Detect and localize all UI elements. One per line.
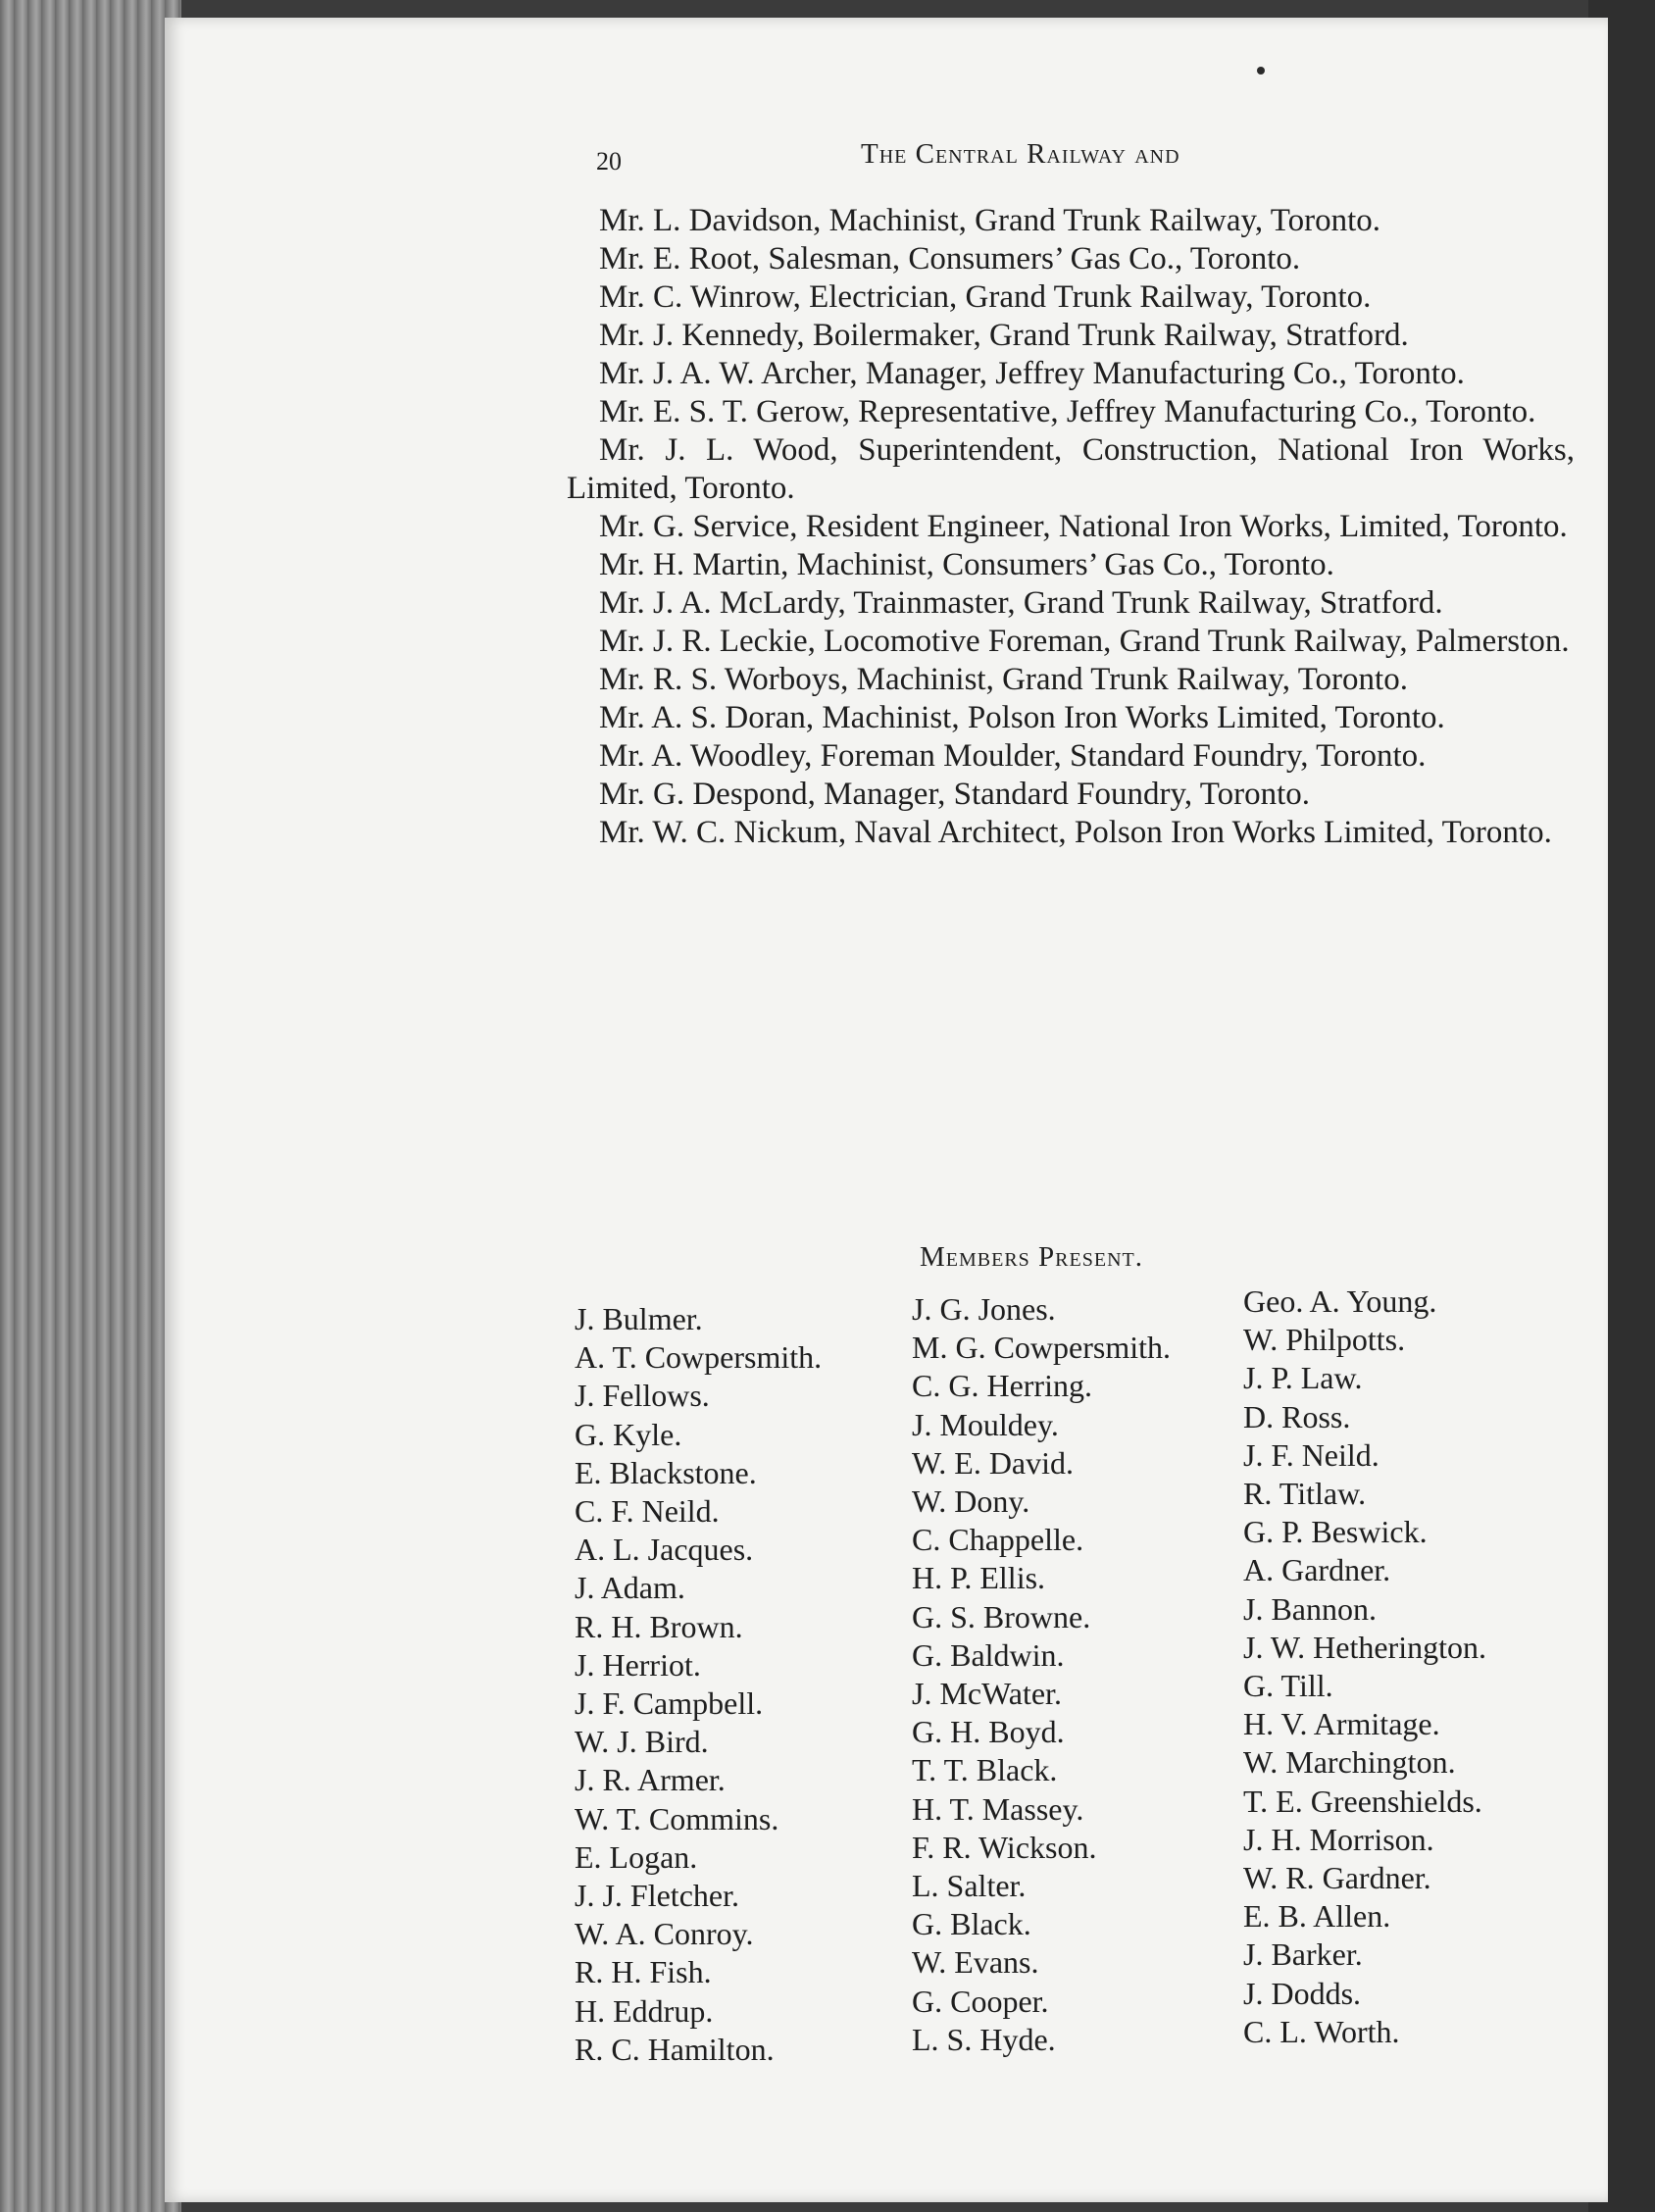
- running-head-title: The Central Railway and: [861, 138, 1180, 170]
- member-name: W. Evans.: [912, 1944, 1039, 1981]
- member-name: G. Black.: [912, 1906, 1031, 1942]
- member-name: G. P. Beswick.: [1243, 1514, 1428, 1550]
- paragraph: Mr. H. Martin, Machinist, Consumers’ Gas Co., Toronto.: [599, 547, 1334, 582]
- paragraph: Mr. J. R. Leckie, Locomotive Foreman, Grand Trunk Railway, Palmerston.: [599, 624, 1570, 659]
- member-name: J. Adam.: [575, 1570, 685, 1606]
- member-name: W. T. Commins.: [575, 1800, 779, 1836]
- member-name: W. Dony.: [912, 1483, 1030, 1520]
- member-name: C. F. Neild.: [575, 1493, 720, 1530]
- paragraph: Mr. J. L. Wood, Superintendent, Construction, National Iron Works, Limited, Toronto.: [567, 432, 1575, 506]
- paragraph: Mr. W. C. Nickum, Naval Architect, Polson Iron Works Limited, Toronto.: [599, 815, 1552, 850]
- member-name: C. L. Worth.: [1243, 2013, 1400, 2049]
- member-name: W. R. Gardner.: [1243, 1860, 1431, 1896]
- member-name: G. Cooper.: [912, 1983, 1049, 2019]
- member-name: W. Marchington.: [1243, 1744, 1456, 1781]
- member-name: J. Bulmer.: [575, 1301, 703, 1336]
- member-name: E. Logan.: [575, 1838, 698, 1875]
- paragraph: Mr. J. A. McLardy, Trainmaster, Grand Trunk Railway, Stratford.: [599, 585, 1443, 621]
- book-page-edges: [0, 0, 181, 2212]
- member-name: C. G. Herring.: [912, 1368, 1092, 1404]
- member-name: J. Herriot.: [575, 1646, 701, 1683]
- member-name: J. G. Jones.: [912, 1291, 1056, 1327]
- ink-speck: [1257, 67, 1265, 75]
- paragraph: Mr. J. A. W. Archer, Manager, Jeffrey Manufacturing Co., Toronto.: [599, 356, 1465, 391]
- member-name: G. S. Browne.: [912, 1598, 1091, 1634]
- member-name: G. Kyle.: [575, 1416, 682, 1452]
- member-name: R. C. Hamilton.: [575, 2031, 775, 2067]
- member-name: G. Till.: [1243, 1668, 1333, 1704]
- member-name: J. Fellows.: [575, 1378, 710, 1414]
- member-name: G. Baldwin.: [912, 1636, 1065, 1673]
- member-name: H. P. Ellis.: [912, 1560, 1046, 1596]
- member-name: W. A. Conroy.: [575, 1916, 754, 1952]
- running-head: [165, 133, 1608, 176]
- paragraph: Mr. E. Root, Salesman, Consumers’ Gas Co., Toronto.: [599, 241, 1301, 276]
- attendee-paragraphs: [567, 202, 1575, 852]
- member-name: A. L. Jacques.: [575, 1532, 754, 1568]
- members-column-2: [912, 1290, 1171, 2059]
- member-name: J. Bannon.: [1243, 1590, 1377, 1627]
- paragraph: Mr. L. Davidson, Machinist, Grand Trunk Railway, Toronto.: [599, 203, 1380, 238]
- members-present-heading: Members Present.: [920, 1241, 1143, 1273]
- paragraph: Mr. E. S. T. Gerow, Representative, Jeffrey Manufacturing Co., Toronto.: [599, 394, 1536, 429]
- member-name: L. S. Hyde.: [912, 2021, 1056, 2057]
- member-name: J. F. Neild.: [1243, 1436, 1379, 1473]
- member-name: J. H. Morrison.: [1243, 1821, 1434, 1857]
- paragraph: Mr. R. S. Worboys, Machinist, Grand Trunk Railway, Toronto.: [599, 662, 1408, 697]
- member-name: M. G. Cowpersmith.: [912, 1330, 1171, 1366]
- member-name: J. F. Campbell.: [575, 1685, 764, 1722]
- member-name: J. W. Hetherington.: [1243, 1629, 1486, 1665]
- member-name: C. Chappelle.: [912, 1522, 1084, 1558]
- page-number: 20: [596, 147, 622, 176]
- member-name: E. Blackstone.: [575, 1454, 757, 1490]
- member-name: H. V. Armitage.: [1243, 1706, 1440, 1742]
- paragraph: Mr. C. Winrow, Electrician, Grand Trunk Railway, Toronto.: [599, 279, 1372, 315]
- paragraph: Mr. G. Despond, Manager, Standard Foundry, Toronto.: [599, 777, 1311, 812]
- member-name: A. T. Cowpersmith.: [575, 1339, 823, 1376]
- member-name: J. J. Fletcher.: [575, 1878, 739, 1914]
- paragraph: Mr. G. Service, Resident Engineer, National Iron Works, Limited, Toronto.: [599, 509, 1568, 544]
- member-name: F. R. Wickson.: [912, 1829, 1097, 1865]
- members-column-3: [1243, 1282, 1486, 2051]
- members-column-1: [575, 1300, 822, 2069]
- member-name: H. Eddrup.: [575, 1992, 714, 2029]
- member-name: E. B. Allen.: [1243, 1898, 1391, 1935]
- member-name: D. Ross.: [1243, 1398, 1351, 1434]
- paragraph: Mr. J. Kennedy, Boilermaker, Grand Trunk Railway, Stratford.: [599, 318, 1409, 353]
- book-page: [165, 18, 1608, 2202]
- member-name: W. E. David.: [912, 1444, 1075, 1481]
- member-name: J. R. Armer.: [575, 1762, 726, 1798]
- member-name: T. T. Black.: [912, 1752, 1058, 1788]
- member-name: R. H. Brown.: [575, 1608, 743, 1644]
- member-name: J. Barker.: [1243, 1936, 1363, 1973]
- member-name: W. Philpotts.: [1243, 1322, 1406, 1358]
- member-name: Geo. A. Young.: [1243, 1283, 1437, 1319]
- paragraph: Mr. A. S. Doran, Machinist, Polson Iron Works Limited, Toronto.: [599, 700, 1445, 735]
- paragraph: Mr. A. Woodley, Foreman Moulder, Standard Foundry, Toronto.: [599, 738, 1427, 774]
- member-name: J. P. Law.: [1243, 1360, 1363, 1396]
- member-name: J. McWater.: [912, 1676, 1062, 1712]
- member-name: W. J. Bird.: [575, 1724, 709, 1760]
- member-name: J. Mouldey.: [912, 1406, 1059, 1442]
- member-name: T. E. Greenshields.: [1243, 1783, 1482, 1819]
- member-name: R. H. Fish.: [575, 1954, 712, 1990]
- member-name: H. T. Massey.: [912, 1790, 1084, 1827]
- member-name: G. H. Boyd.: [912, 1714, 1065, 1750]
- member-name: L. Salter.: [912, 1868, 1027, 1904]
- member-name: R. Titlaw.: [1243, 1476, 1367, 1512]
- member-name: J. Dodds.: [1243, 1975, 1362, 2011]
- member-name: A. Gardner.: [1243, 1552, 1391, 1588]
